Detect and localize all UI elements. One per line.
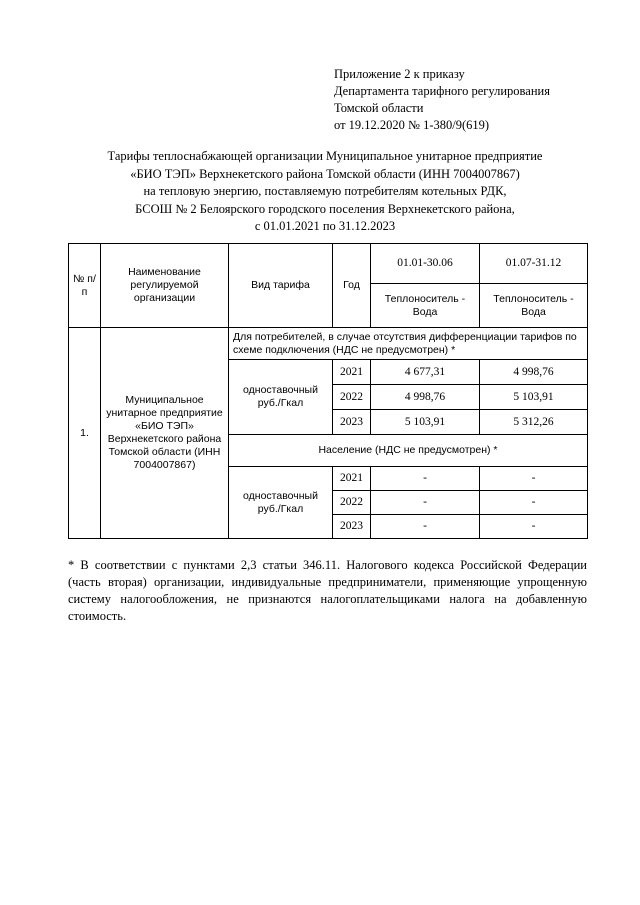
value-cell: 4 677,31 [371,360,480,385]
document-title [64,148,586,236]
value-cell: 4 998,76 [480,360,588,385]
appendix-line: Томской области [334,101,424,115]
year-cell: 2023 [333,515,371,539]
header-year: Год [333,244,371,328]
tariff-type-cell: одноставочный руб./Гкал [229,467,333,539]
appendix-header [334,66,624,134]
value-cell: - [371,491,480,515]
year-cell: 2023 [333,410,371,435]
header-num: № п/п [69,244,101,328]
value-cell: 5 103,91 [371,410,480,435]
tariffs-table [68,243,588,539]
title-line: на тепловую энергию, поставляемую потребителям котельных РДК, [143,184,507,198]
year-cell: 2022 [333,491,371,515]
title-line: БСОШ № 2 Белоярского городского поселения Верхнекетского района, [135,201,515,216]
title-line: с 01.01.2021 по 31.12.2023 [254,219,396,233]
year-cell: 2021 [333,467,371,491]
footnote-text: * В соответствии с пунктами 2,3 статьи 346.11. Налогового кодекса Российской Федерации (часть вторая) организации, индивидуальные предприниматели, применяющие упрощенную систему налогообложения, не признаются налогоплательщиками налога на добавленную стоимость. [68,558,587,623]
value-cell: - [480,467,588,491]
section-label: Для потребителей, в случае отсутствия дифференциации тарифов по схеме подключения (НДС не предусмотрен) * [229,328,588,360]
appendix-line: от 19.12.2020 № 1-380/9(619) [334,118,490,132]
header-tariff-type: Вид тарифа [229,244,333,328]
organization-name: Муниципальное унитарное предприятие «БИО ТЭП» Верхнекетского района Томской области (ИНН 7004007867) [101,328,229,539]
appendix-line: Приложение 2 к приказу [334,67,465,81]
header-org: Наименование регулируемой организации [101,244,229,328]
tariff-type-cell: одноставочный руб./Гкал [229,360,333,435]
title-line: «БИО ТЭП» Верхнекетского района Томской области (ИНН 7004007867) [130,166,520,181]
header-period-1: 01.01-30.06 [371,244,480,284]
row-number: 1. [69,328,101,539]
header-carrier-2: Теплоноситель - Вода [480,284,588,328]
year-cell: 2022 [333,385,371,410]
footnote [68,557,587,625]
title-line: Тарифы теплоснабжающей организации Муниципальное унитарное предприятие [107,149,543,163]
value-cell: 5 312,26 [480,410,588,435]
header-period-2: 01.07-31.12 [480,244,588,284]
value-cell: 5 103,91 [480,385,588,410]
value-cell: - [480,491,588,515]
header-carrier-1: Теплоноситель - Вода [371,284,480,328]
value-cell: - [371,515,480,539]
appendix-line: Департамента тарифного регулирования [334,84,550,98]
value-cell: 4 998,76 [371,385,480,410]
year-cell: 2021 [333,360,371,385]
value-cell: - [480,515,588,539]
section-label: Население (НДС не предусмотрен) * [229,435,588,467]
value-cell: - [371,467,480,491]
